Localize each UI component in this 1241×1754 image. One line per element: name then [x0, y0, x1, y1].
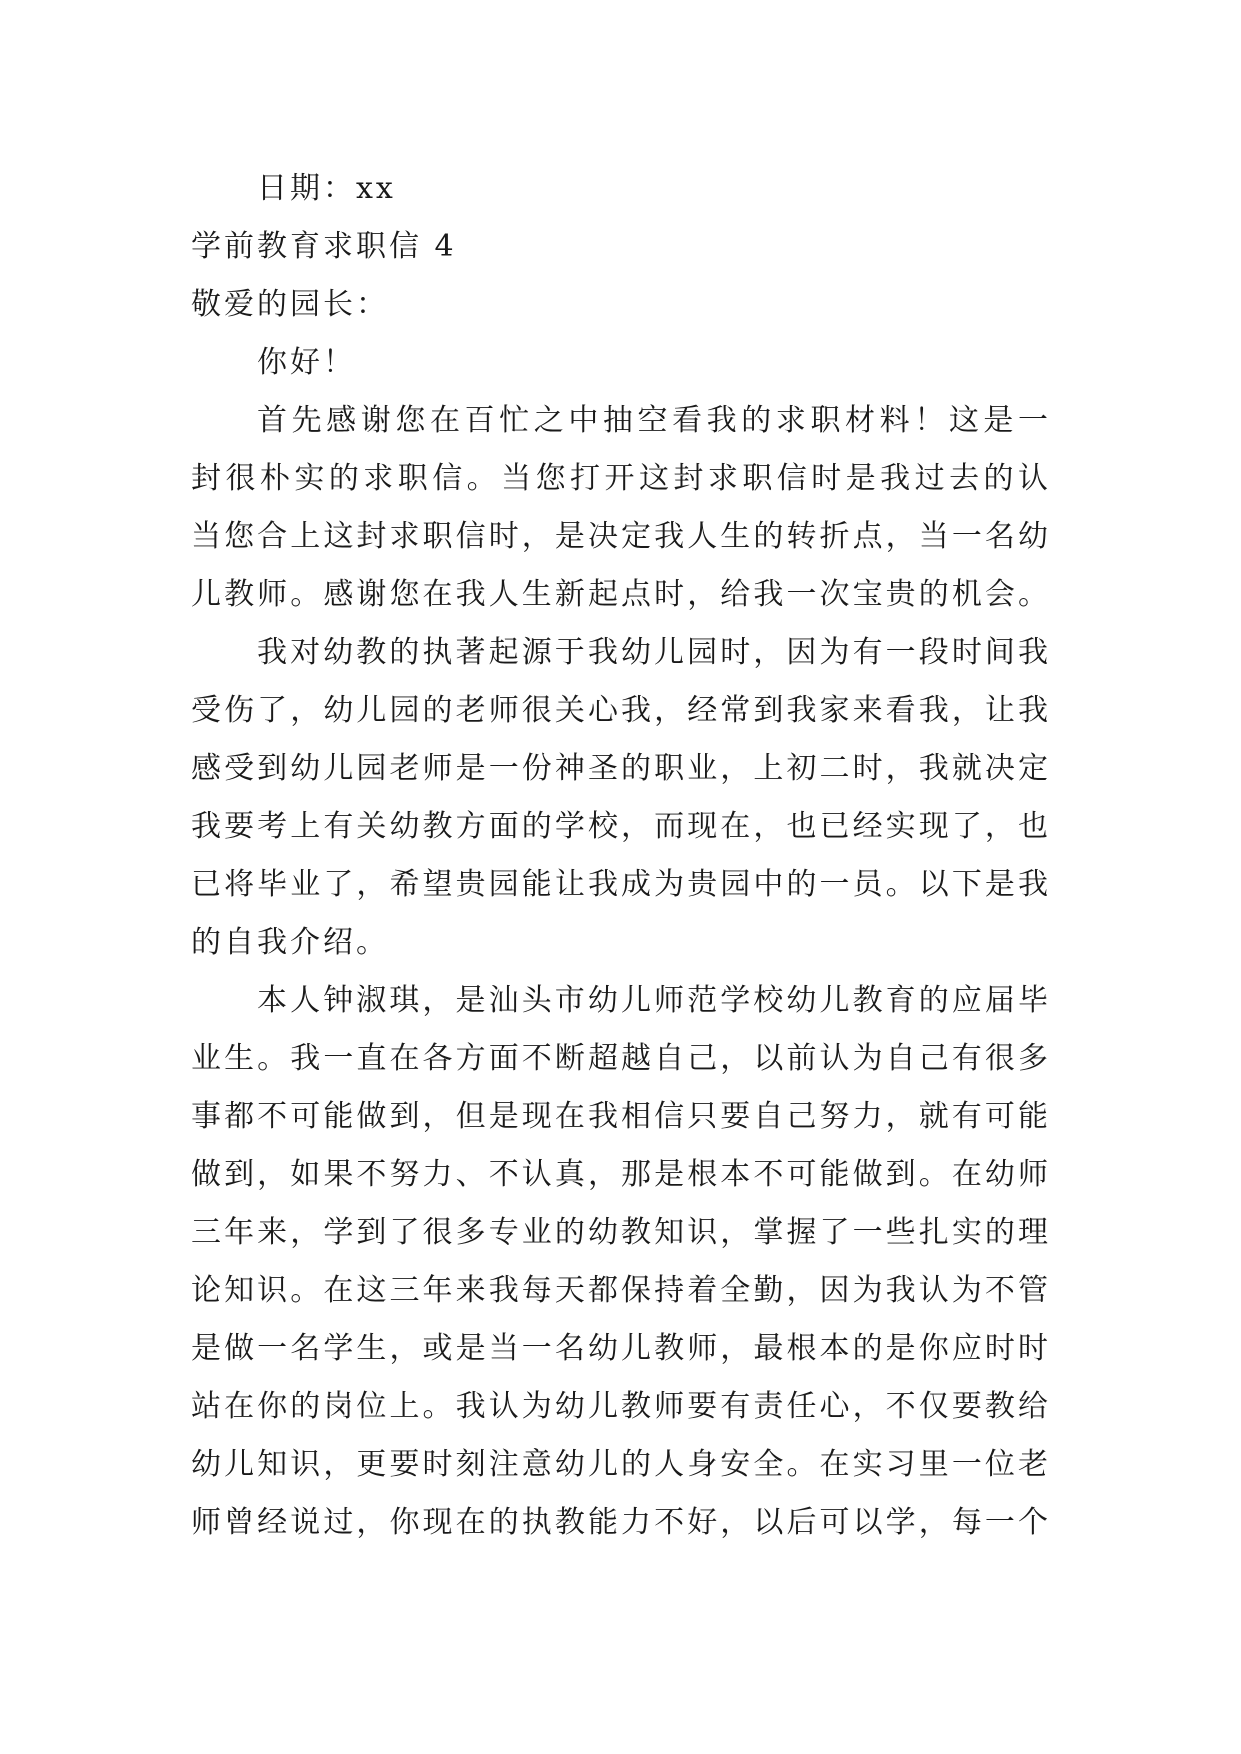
paragraph-line: 的自我介绍。	[191, 925, 389, 960]
paragraph-line: 儿教师。感谢您在我人生新起点时，给我一次宝贵的机会。	[191, 577, 1051, 612]
paragraph-2	[191, 624, 1051, 972]
greeting: 你好！	[257, 345, 356, 380]
paragraph-line: 幼儿知识，更要时刻注意幼儿的人身安全。在实习里一位老	[191, 1447, 1051, 1482]
paragraph-line: 师曾经说过，你现在的执教能力不好，以后可以学，每一个	[191, 1505, 1051, 1540]
paragraph-3	[191, 972, 1051, 1552]
paragraph-line: 业生。我一直在各方面不断超越自己，以前认为自己有很多	[191, 1041, 1051, 1076]
paragraph-line: 三年来，学到了很多专业的幼教知识，掌握了一些扎实的理	[191, 1215, 1051, 1250]
paragraph-line: 封很朴实的求职信。当您打开这封求职信时是我过去的认	[191, 461, 1051, 496]
paragraph-line: 是做一名学生，或是当一名幼儿教师，最根本的是你应时时	[191, 1331, 1051, 1366]
paragraph-line: 我要考上有关幼教方面的学校，而现在，也已经实现了，也	[191, 809, 1051, 844]
letter-heading: 学前教育求职信 4	[191, 229, 457, 264]
paragraph-line: 已将毕业了，希望贵园能让我成为贵园中的一员。以下是我	[191, 867, 1051, 902]
paragraph-line: 论知识。在这三年来我每天都保持着全勤，因为我认为不管	[191, 1273, 1051, 1308]
letter-body	[191, 160, 1051, 1552]
paragraph-1	[191, 392, 1051, 624]
paragraph-line: 我对幼教的执著起源于我幼儿园时，因为有一段时间我	[257, 635, 1051, 670]
paragraph-line: 受伤了，幼儿园的老师很关心我，经常到我家来看我，让我	[191, 693, 1051, 728]
paragraph-line: 感受到幼儿园老师是一份神圣的职业，上初二时，我就决定	[191, 751, 1051, 786]
date-line: 日期：xx	[257, 171, 396, 206]
paragraph-line: 当您合上这封求职信时，是决定我人生的转折点，当一名幼	[191, 519, 1051, 554]
salutation: 敬爱的园长：	[191, 287, 389, 322]
paragraph-line: 事都不可能做到，但是现在我相信只要自己努力，就有可能	[191, 1099, 1051, 1134]
paragraph-line: 做到，如果不努力、不认真，那是根本不可能做到。在幼师	[191, 1157, 1051, 1192]
paragraph-line: 站在你的岗位上。我认为幼儿教师要有责任心，不仅要教给	[191, 1389, 1051, 1424]
paragraph-line: 首先感谢您在百忙之中抽空看我的求职材料！这是一	[257, 403, 1051, 438]
paragraph-line: 本人钟淑琪，是汕头市幼儿师范学校幼儿教育的应届毕	[257, 983, 1051, 1018]
